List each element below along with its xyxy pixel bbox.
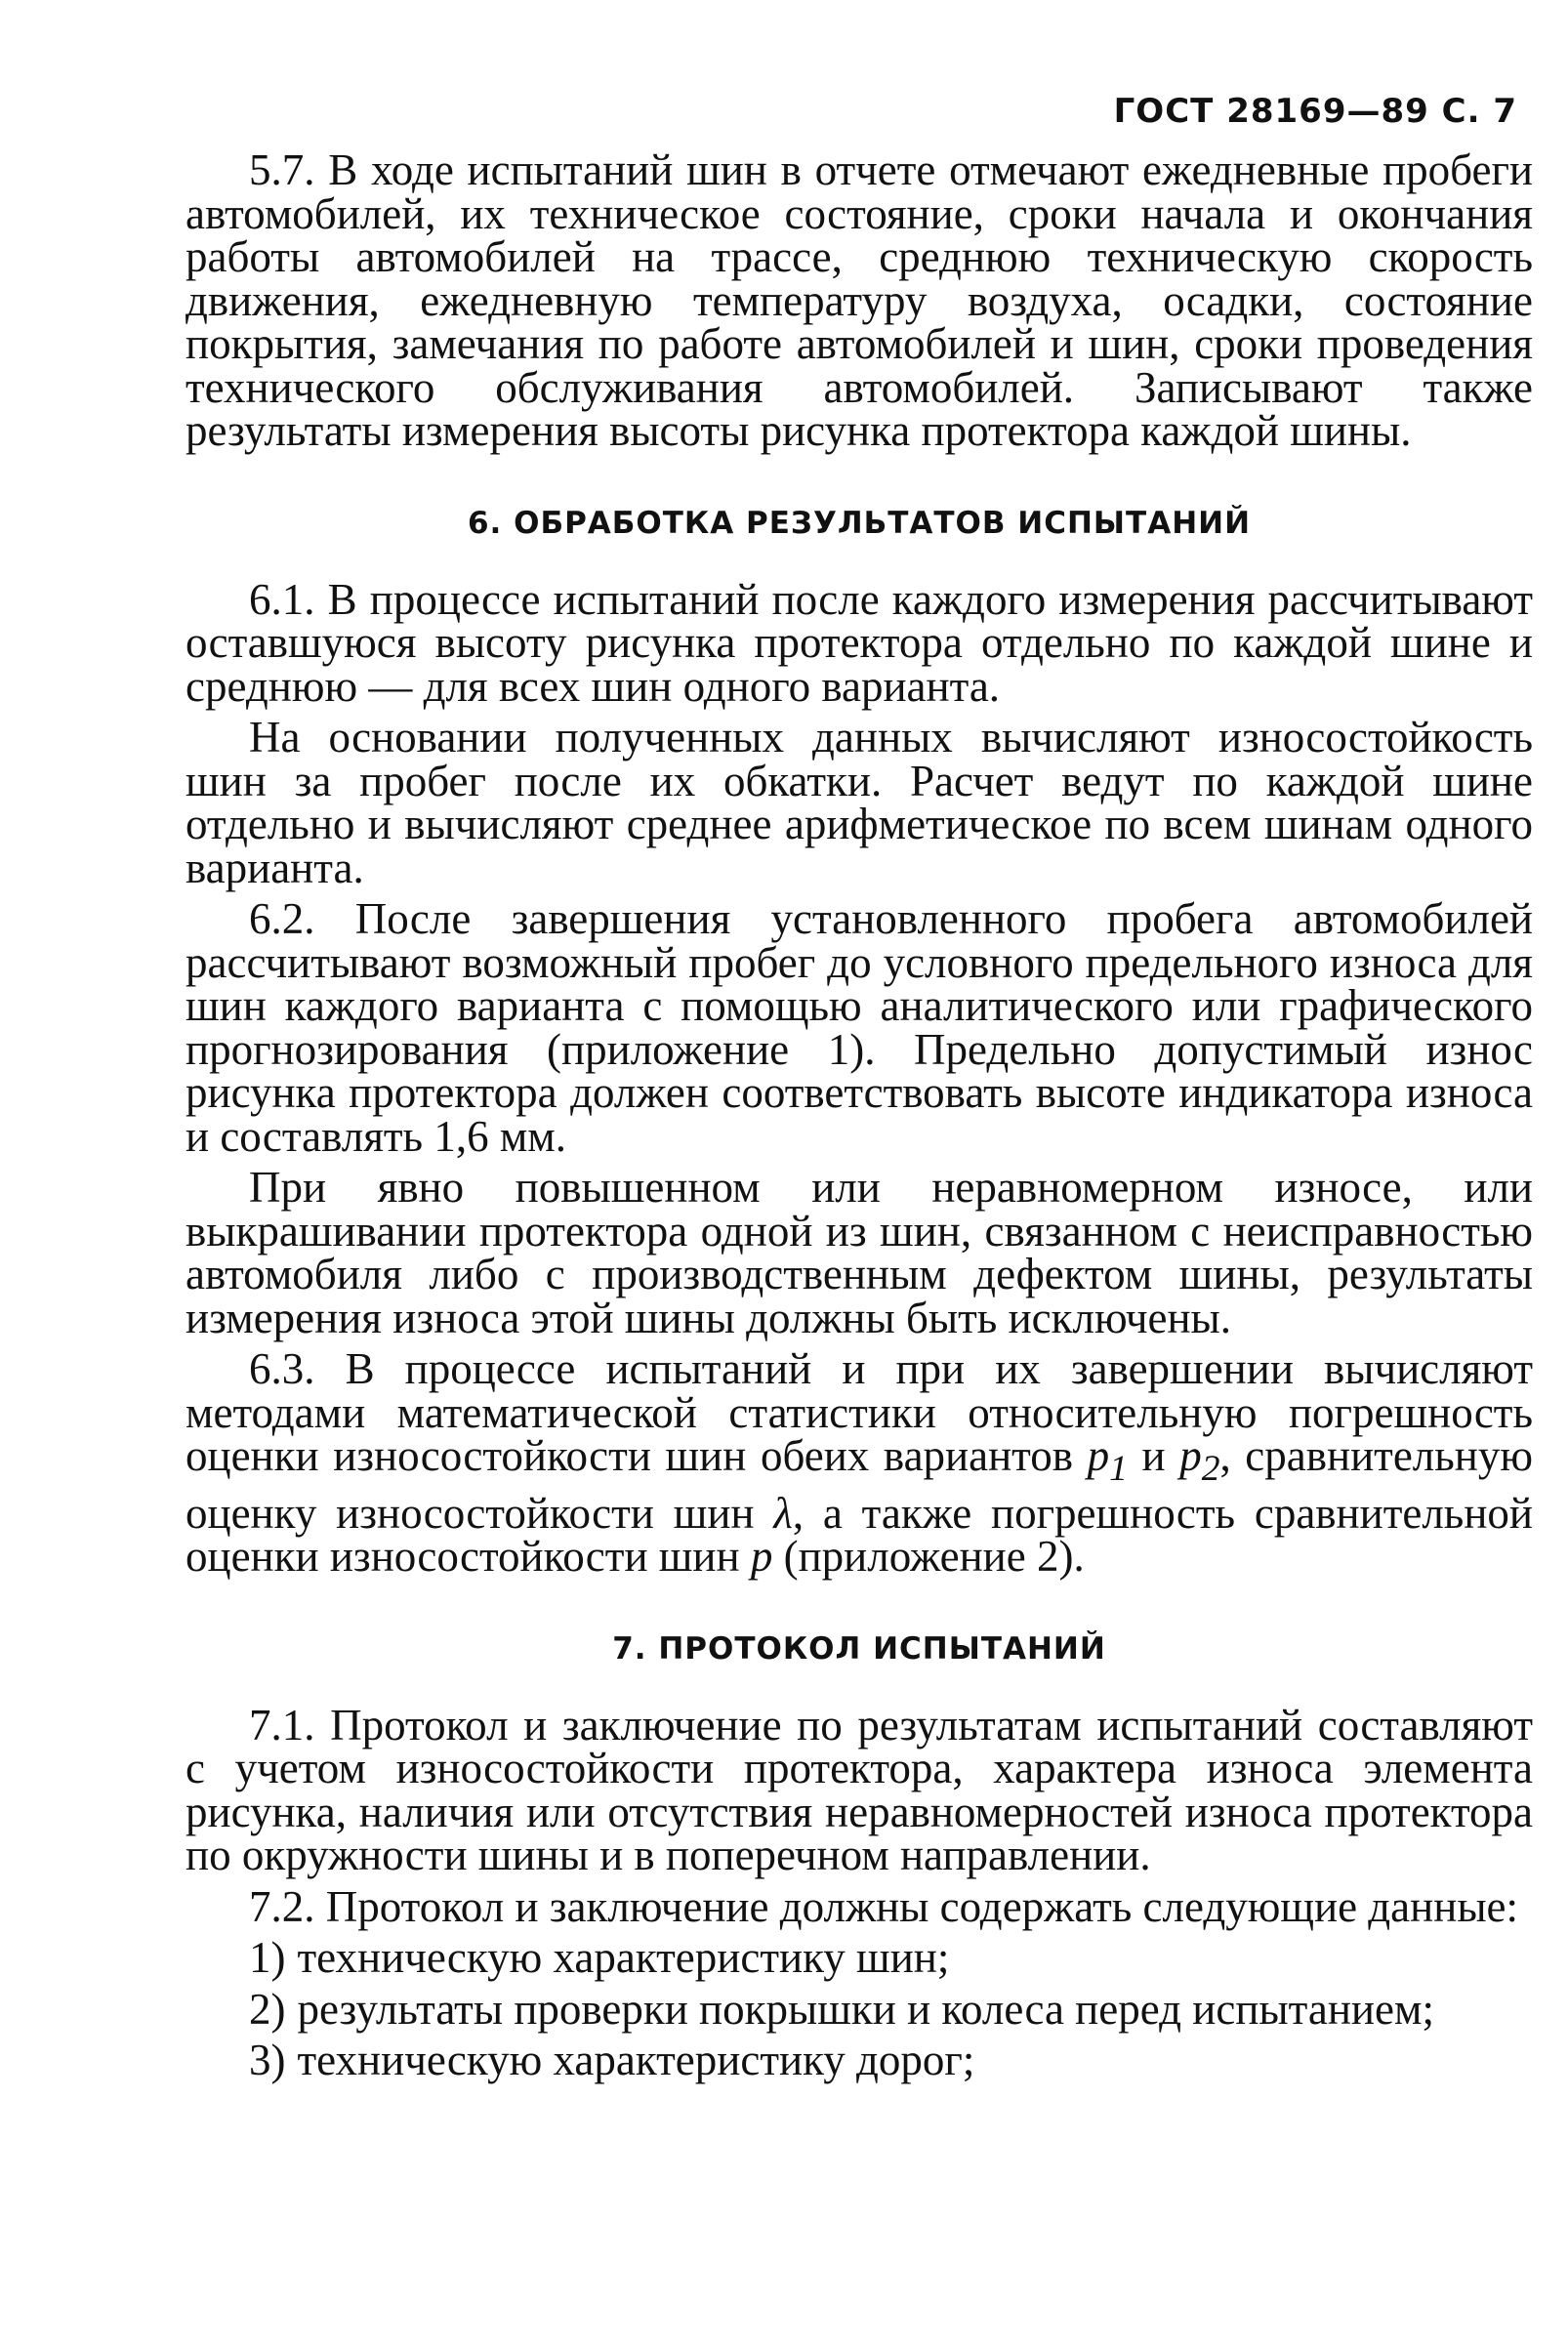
paragraph-7-2: 7.2. Протокол и заключение должны содержать следующие данные: [249,1881,1519,1931]
list-item [186,2038,1533,2082]
paragraph-6-3-and: и [1127,1431,1180,1480]
paragraph-6-2: 6.2. После завершения установленного пробега автомобилей рассчитывают возможный пробег до условного предельного износа для шин каждого варианта с помощью аналитического или графического прогнозирования (приложение 1). Предельно допустимый износ рисунка протектора должен соответствовать высоте индикатора износа и составлять 1,6 мм. [186,894,1533,1161]
list-item-number: 1) [249,1933,286,1982]
paragraph-6-3-text-3: , а также погрешность сравнительной оценки износостойкости шин [186,1488,1533,1581]
list-item-text: техническую характеристику дорог; [297,2036,975,2084]
list-item [186,1933,1533,1982]
symbol-p1: $p_1$ [1087,1431,1128,1489]
paragraph-6-1-continuation: На основании полученных данных вычисляют износостойкость шин за пробег после их обкатки. Расчет ведут по каждой шине отдельно и вычисляют среднее арифметическое по всем шинам одного варианта. [186,713,1533,892]
section-6-heading: 6. ОБРАБОТКА РЕЗУЛЬТАТОВ ИСПЫТАНИЙ [467,505,1252,541]
list-item-number: 2) [249,1984,286,2034]
section-7-heading: 7. ПРОТОКОЛ ИСПЫТАНИЙ [612,1630,1106,1667]
list-item-text: результаты проверки покрышки и колеса перед испытанием; [297,1984,1434,2034]
list-item [186,1984,1533,2034]
paragraph-6-3 [186,1344,1533,1581]
list-item-text: техническую характеристику шин; [297,1933,950,1982]
symbol-lambda: λ [773,1488,793,1538]
paragraph-6-3-text-4: (приложение 2). [772,1532,1085,1581]
symbol-p: p [750,1532,773,1581]
paragraph-7-1: 7.1. Протокол и заключение по результатам испытаний составляют с учетом износостойкости протектора, характера износа элемента рисунка, наличия или отсутствия неравномерностей износа протектора по окружности шины и в поперечном направлении. [186,1700,1533,1879]
running-header: ГОСТ 28169—89 С. 7 [1113,92,1517,131]
symbol-p2: $p_2$ [1179,1431,1220,1489]
list-item-number: 3) [249,2036,286,2084]
paragraph-5-7: 5.7. В ходе испытаний шин в отчете отмечают ежедневные пробеги автомобилей, их техническое состояние, сроки начала и окончания работы автомобилей на трассе, среднюю техническую скорость движения, ежедневную температуру воздуха, осадки, состояние покрытия, замечания по работе автомобилей и шин, сроки проведения технического обслуживания автомобилей. Записывают также результаты измерения высоты рисунка протектора каждой шины. [186,145,1533,455]
paragraph-6-3-text-1: 6.3. В процессе испытаний и при их завершении вычисляют методами математической статистики относительную погрешность оценки износостойкости шин обеих вариантов [186,1344,1533,1480]
paragraph-6-3-text-2: , сравнительную оценку износостойкости шин [186,1431,1533,1538]
paragraph-6-1: 6.1. В процессе испытаний после каждого измерения рассчитывают оставшуюся высоту рисунка протектора отдельно по каждой шине и среднюю — для всех шин одного варианта. [186,574,1533,711]
paragraph-6-2-continuation: При явно повышенном или неравномерном износе, или выкрашивании протектора одной из шин, связанном с неисправностью автомобиля либо с производственным дефектом шины, результаты измерения износа этой шины должны быть исключены. [186,1163,1533,1342]
